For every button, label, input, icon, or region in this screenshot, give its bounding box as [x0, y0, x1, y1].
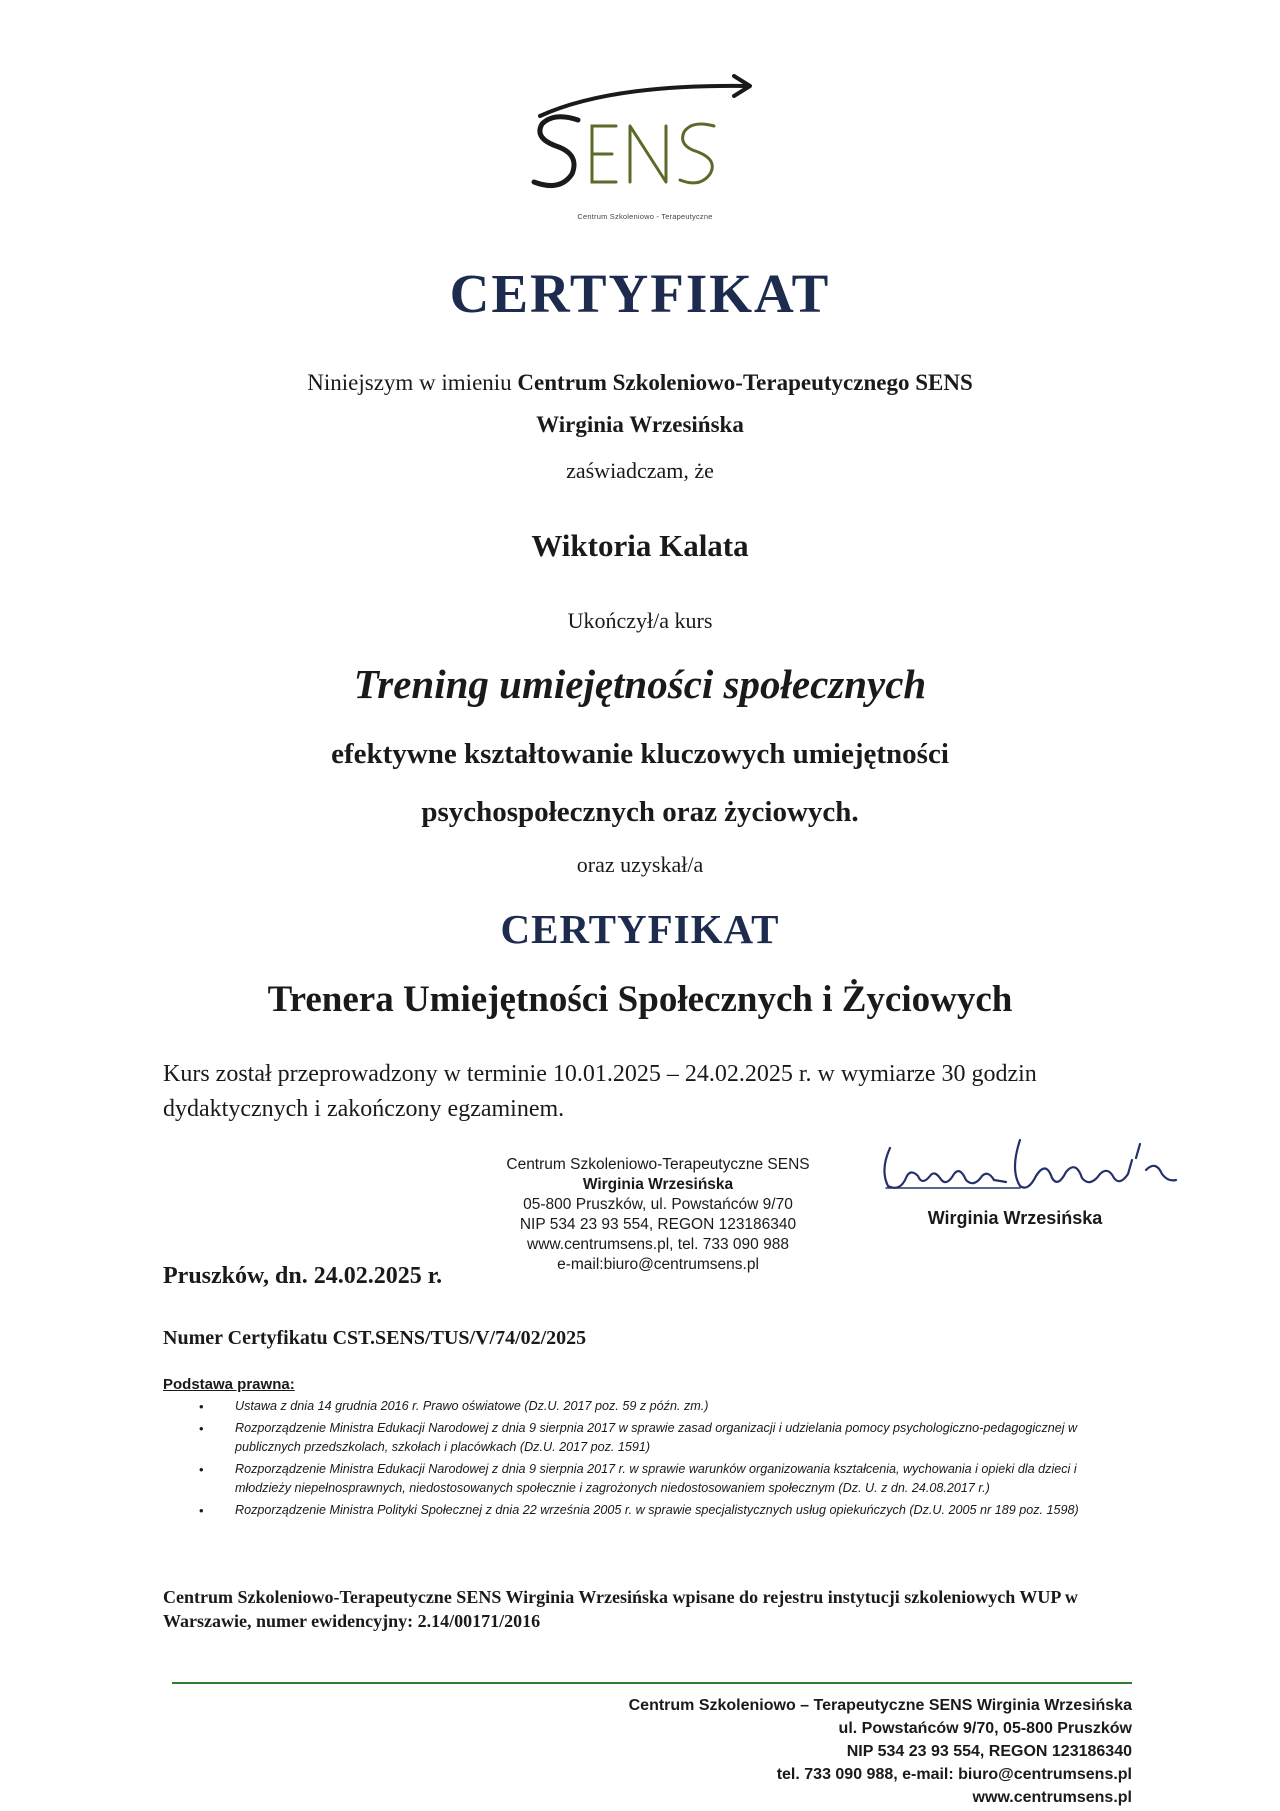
obtained-label: oraz uzyskał/a [576, 852, 704, 877]
bullet-icon: • [199, 1421, 204, 1436]
legal-item: • Rozporządzenie Ministra Edukacji Narodowej z dnia 9 sierpnia 2017 w sprawie zasad organizacji i udzielania pomocy psychologiczno-pedagogicznej w publicznych przedszkolach, szkołach i placówkach (Dz.U. 2017 poz. 1591) [199, 1421, 1078, 1454]
logo-caption: Centrum Szkoleniowo - Terapeutyczne [577, 212, 713, 221]
handwritten-signature [870, 1130, 1190, 1210]
course-info: Kurs został przeprowadzony w terminie 10.01.2025 – 24.02.2025 r. w wymiarze 30 godzin dydaktycznych i zakończony egzaminem. [163, 1061, 1037, 1122]
registry-note: Centrum Szkoleniowo-Terapeutyczne SENS Wirginia Wrzesińska wpisane do rejestru instytucji szkoleniowych WUP w Warszawie, numer ewidencyjny: 2.14/00171/2016 [163, 1587, 1078, 1631]
footer-website: www.centrumsens.pl [972, 1789, 1132, 1806]
recipient-name: Wiktoria Kalata [531, 528, 749, 563]
certificate-title: CERTYFIKAT [449, 263, 831, 324]
stamp-line-5: www.centrumsens.pl, tel. 733 090 988 [527, 1236, 789, 1253]
stamp-line-2: Wirginia Wrzesińska [582, 1176, 734, 1193]
company-stamp [478, 1155, 838, 1275]
footer-line-3: NIP 534 23 93 554, REGON 123186340 [846, 1743, 1132, 1760]
intro-prefix: Niniejszym w imieniu [307, 370, 512, 395]
intro-organization: Centrum Szkoleniowo-Terapeutycznego SENS [517, 370, 973, 395]
signature-graphic [870, 1130, 1190, 1210]
bullet-icon: • [199, 1503, 204, 1518]
legal-basis-list [163, 1397, 1103, 1520]
sens-logo-graphic [520, 74, 770, 229]
footer-contact [629, 1694, 1132, 1809]
second-certificate-title: CERTYFIKAT [500, 906, 780, 952]
footer-line-2: ul. Powstańców 9/70, 05-800 Pruszków [838, 1720, 1132, 1737]
legal-basis-heading: Podstawa prawna: [163, 1376, 295, 1393]
bullet-icon: • [199, 1399, 204, 1414]
intro-line-3: zaświadczam, że [566, 458, 714, 483]
trainer-title: Trenera Umiejętności Społecznych i Życiowych [267, 979, 1013, 1020]
intro-line-2: Wirginia Wrzesińska [536, 412, 744, 437]
stamp-line-6: e-mail:biuro@centrumsens.pl [557, 1256, 759, 1273]
completed-label: Ukończył/a kurs [567, 608, 713, 633]
course-subtitle-2: psychospołecznych oraz życiowych. [421, 796, 859, 828]
stamp-line-1: Centrum Szkoleniowo-Terapeutyczne SENS [506, 1156, 810, 1173]
legal-basis [163, 1376, 1103, 1523]
stamp-line-3: 05-800 Pruszków, ul. Powstańców 9/70 [523, 1196, 793, 1213]
stamp-line-4: NIP 534 23 93 554, REGON 123186340 [519, 1216, 797, 1233]
course-subtitle-1: efektywne kształtowanie kluczowych umiejętności [331, 738, 949, 770]
footer-line-1: Centrum Szkoleniowo – Terapeutyczne SENS Wirginia Wrzesińska [628, 1697, 1132, 1714]
legal-item: • Rozporządzenie Ministra Edukacji Narodowej z dnia 9 sierpnia 2017 r. w sprawie warunków organizowania kształcenia, wychowania i opieki dla dzieci i młodzieży niepełnosprawnych, niedostosowanych społecznie i zagrożonych niedostosowaniem społecznym (Dz. U. z dn. 24.08.2017 r.) [199, 1462, 1077, 1495]
legal-item: • Rozporządzenie Ministra Polityki Społecznej z dnia 22 września 2005 r. w sprawie specjalistycznych usług opiekuńczych (Dz.U. 2005 nr 189 poz. 1598) [199, 1503, 1079, 1518]
certificate-number: Numer Certyfikatu CST.SENS/TUS/V/74/02/2025 [163, 1327, 587, 1349]
course-title: Trening umiejętności społecznych [353, 661, 927, 707]
signer-name: Wirginia Wrzesińska [927, 1208, 1103, 1228]
footer-line-4: tel. 733 090 988, e-mail: biuro@centrumsens.pl [776, 1766, 1132, 1783]
intro-line-1 [0, 370, 1280, 396]
footer-divider [172, 1682, 1132, 1684]
sens-logo [520, 74, 770, 229]
bullet-icon: • [199, 1462, 204, 1477]
legal-item: • Ustawa z dnia 14 grudnia 2016 r. Prawo oświatowe (Dz.U. 2017 poz. 59 z późn. zm.) [199, 1399, 709, 1414]
place-and-date: Pruszków, dn. 24.02.2025 r. [163, 1263, 443, 1289]
